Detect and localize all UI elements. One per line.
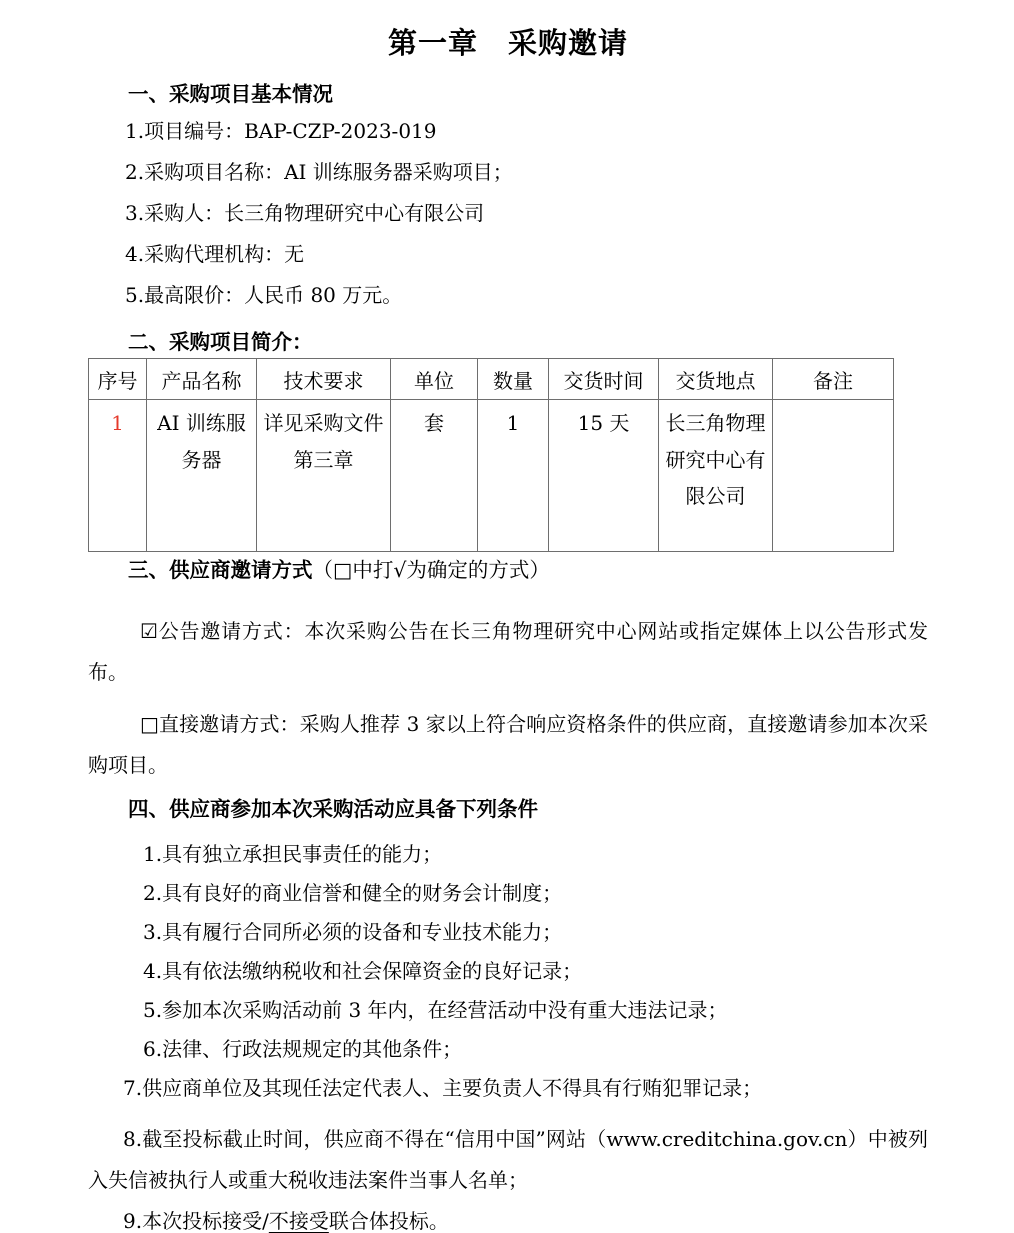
condition-9-suffix: 联合体投标。 [328, 1209, 449, 1233]
col-header-delivery-time: 交货时间 [549, 359, 659, 400]
col-header-seq: 序号 [89, 359, 147, 400]
cell-qty: 1 [478, 400, 549, 552]
purchase-agency: 4.采购代理机构：无 [125, 242, 305, 266]
condition-6: 6.法律、行政法规规定的其他条件； [143, 1037, 463, 1061]
col-header-tech: 技术要求 [257, 359, 391, 400]
condition-7: 7.供应商单位及其现任法定代表人、主要负责人不得具有行贿犯罪记录； [123, 1076, 763, 1100]
project-brief-table [88, 358, 894, 552]
section3-heading-note: （□中打√为确定的方式） [312, 558, 550, 582]
col-header-remark: 备注 [773, 359, 894, 400]
section2-heading: 二、采购项目简介： [128, 330, 313, 354]
cell-seq: 1 [89, 400, 147, 552]
project-number: 1.项目编号：BAP-CZP-2023-019 [125, 119, 437, 143]
section3-heading [88, 558, 928, 582]
section3-heading-bold: 三、供应商邀请方式 [128, 558, 313, 582]
cell-unit: 套 [391, 400, 478, 552]
col-header-unit: 单位 [391, 359, 478, 400]
condition-3: 3.具有履行合同所必须的设备和专业技术能力； [143, 920, 563, 944]
cell-tech: 详见采购文件第三章 [257, 400, 391, 552]
page-title: 第一章 采购邀请 [387, 26, 628, 60]
section4-heading: 四、供应商参加本次采购活动应具备下列条件 [128, 797, 538, 821]
cell-delivery-time: 15 天 [549, 400, 659, 552]
project-name: 2.采购项目名称：AI 训练服务器采购项目； [125, 160, 513, 184]
cell-product: AI 训练服务器 [147, 400, 257, 552]
price-ceiling: 5.最高限价：人民币 80 万元。 [125, 283, 403, 307]
condition-8: 8.截至投标截止时间，供应商不得在“信用中国”网站（www.creditchina.gov.cn）中被列入失信被执行人或重大税收违法案件当事人名单； [88, 1127, 928, 1192]
col-header-product: 产品名称 [147, 359, 257, 400]
condition-9 [88, 1210, 928, 1233]
condition-9-prefix: 9.本次投标接受/ [123, 1209, 269, 1233]
table-row [89, 400, 894, 552]
col-header-qty: 数量 [478, 359, 549, 400]
cell-delivery-place: 长三角物理研究中心有限公司 [659, 400, 773, 552]
condition-9-underlined: 不接受 [268, 1209, 329, 1233]
purchaser: 3.采购人：长三角物理研究中心有限公司 [125, 201, 485, 225]
condition-2: 2.具有良好的商业信誉和健全的财务会计制度； [143, 881, 563, 905]
condition-4: 4.具有依法缴纳税收和社会保障资金的良好记录； [143, 959, 583, 983]
announcement-invitation-paragraph: ☑公告邀请方式：本次采购公告在长三角物理研究中心网站或指定媒体上以公告形式发布。 [88, 619, 928, 684]
cell-remark [773, 400, 894, 552]
condition-5: 5.参加本次采购活动前 3 年内，在经营活动中没有重大违法记录； [143, 998, 728, 1022]
condition-1: 1.具有独立承担民事责任的能力； [143, 842, 443, 866]
table-header-row [89, 359, 894, 400]
section1-heading: 一、采购项目基本情况 [128, 82, 333, 106]
col-header-delivery-place: 交货地点 [659, 359, 773, 400]
direct-invitation-paragraph: □直接邀请方式：采购人推荐 3 家以上符合响应资格条件的供应商，直接邀请参加本次采购项目。 [88, 712, 928, 777]
